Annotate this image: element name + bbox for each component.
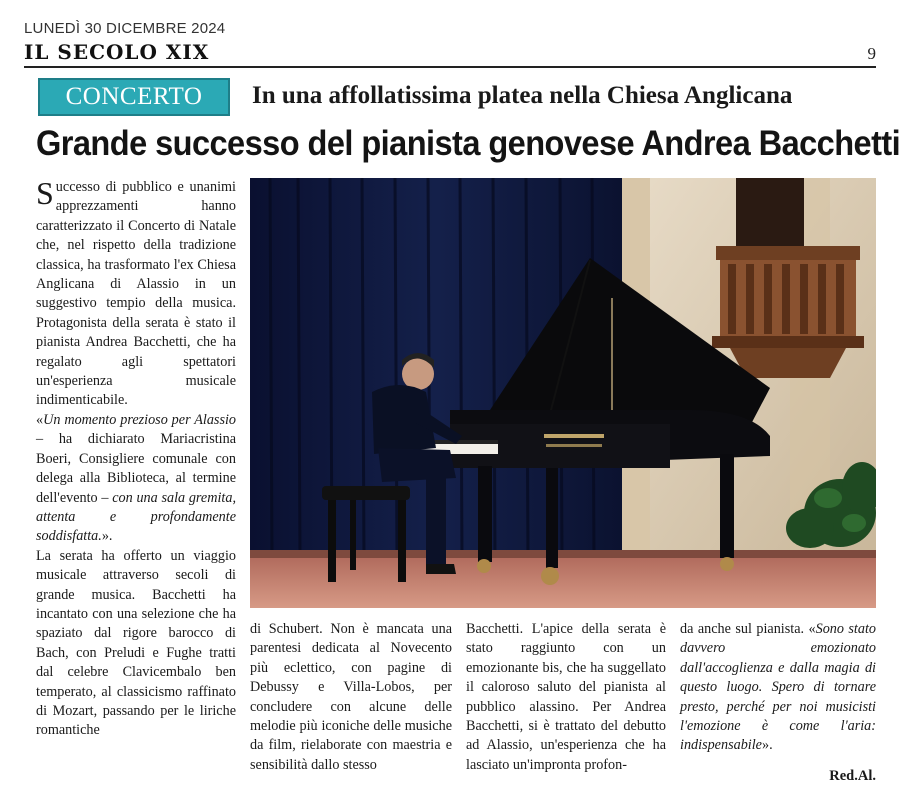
pianist-quote: Sono stato davvero emozionato dall'accoglienza e dalla magia di questo luogo. Spero di tornare presto, perché per noi musicisti l'emozione è come l'aria: indispensabile bbox=[680, 621, 877, 754]
quote-a: Un momento prezioso per Alassio bbox=[43, 411, 236, 428]
newspaper-name: IL SECOLO XIX bbox=[24, 40, 210, 64]
article-column-1 bbox=[36, 175, 236, 741]
article-column-3: Bacchetti. L'apice della serata è stato raggiunto con un emozionante bis, che ha suggellato il caloroso saluto del pianista al pubblico alassino. Per Andrea Bacchetti, si è trattato del debutto ad Alassio, un'esperienza che ha lasciato un'impronta profon- bbox=[466, 621, 666, 773]
quote-attribution: – ha dichiarato Mariacristina Boeri, Consigliere comunale con delega alla Biblioteca, al termine dell'evento – bbox=[36, 431, 236, 506]
quote-close: ». bbox=[101, 528, 113, 545]
masthead bbox=[24, 18, 876, 68]
section-badge: CONCERTO bbox=[38, 78, 230, 116]
quote-open: « bbox=[36, 411, 44, 428]
kicker: In una affollatissima platea nella Chiesa Anglicana bbox=[252, 82, 793, 109]
paragraph-intro: Successo di pubblico e unanimi apprezzamenti hanno caratterizzato il Concerto di Natale che, nel rispetto della tradizione classica, ha trasformato l'ex Chiesa Anglicana di Alassio in un suggestivo tempio della musica. Protagonista della serata è stato il pianista Andrea Bacchetti, che ha regalato agli spettatori un'esperienza musicale indimenticabile. bbox=[36, 175, 236, 409]
pianist-illustration bbox=[250, 178, 876, 608]
concert-photo bbox=[250, 178, 876, 608]
article-column-4 bbox=[680, 620, 876, 756]
author-signature: Red.Al. bbox=[829, 768, 876, 784]
paragraph-program: La serata ha offerto un viaggio musicale attraverso secoli di grande musica. Bacchetti ha incantato con una selezione che ha spaziato dal rigore barocco di Bach, con Preludi e Fughe tratti dal celebre Clavicembalo ben temperato, al classicismo raffinato di Mozart, passando per le liriche romantiche bbox=[36, 547, 236, 739]
issue-date: LUNEDÌ 30 DICEMBRE 2024 bbox=[24, 20, 226, 37]
col4-lead: da anche sul pianista. « bbox=[680, 621, 816, 637]
quote-b: con una sala gremita, attenta e profondamente soddisfatta. bbox=[36, 489, 236, 545]
headline: Grande successo del pianista genovese Andrea Bacchetti bbox=[36, 124, 900, 163]
paragraph-quote bbox=[36, 411, 236, 547]
col4-close: ». bbox=[761, 737, 773, 754]
page-number: 9 bbox=[867, 44, 876, 63]
article-column-2: di Schubert. Non è mancata una parentesi dedicata al Novecento più eclettico, con pagine di Debussy e Villa-Lobos, per concludere con alcune delle melodie più iconiche delle musiche da film, rielaborate con maestria e sensibilità dallo stesso bbox=[250, 621, 452, 773]
